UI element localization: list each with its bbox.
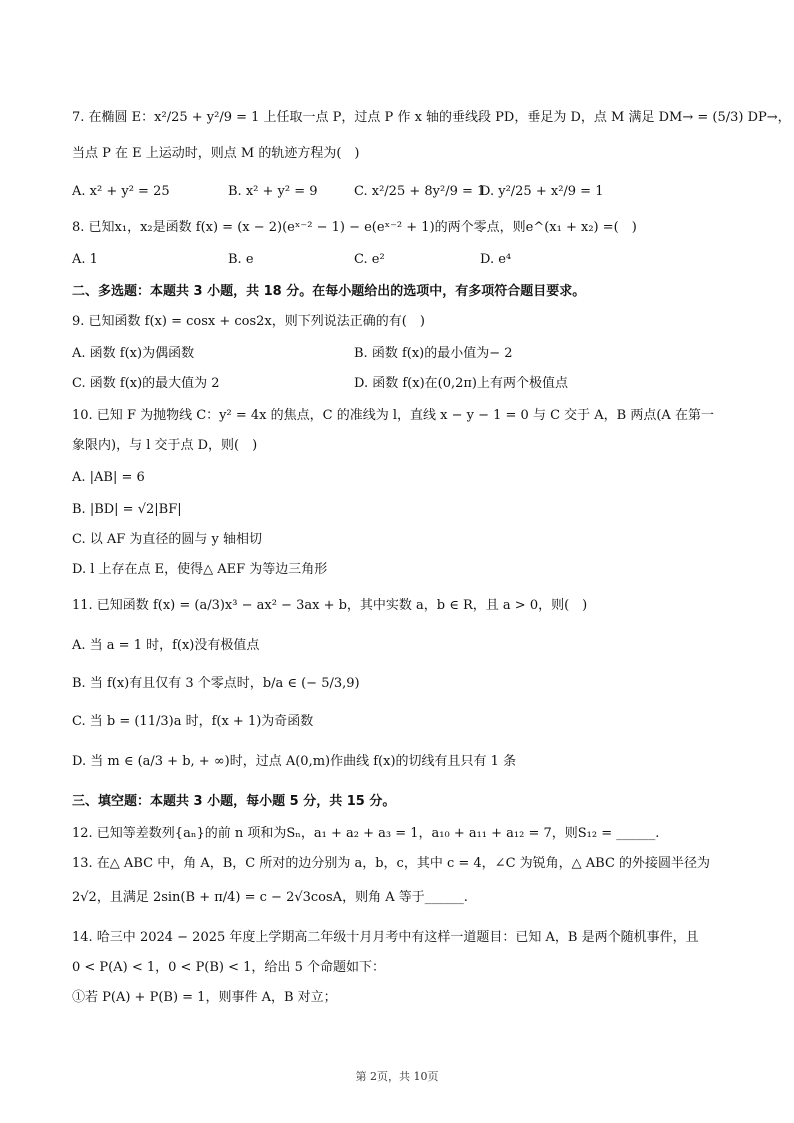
section-multiple-choice-heading: 二、多选题：本题共 3 小题，共 18 分。在每小题给出的选项中，有多项符合题目要求。	[72, 284, 586, 299]
q11-option-c: C. 当 b = (11/3)a 时，f(x + 1)为奇函数	[72, 714, 314, 729]
q7-line1: 7. 在椭圆 E：x²/25 + y²/9 = 1 上任取一点 P，过点 P 作 x 轴的垂线段 PD，垂足为 D，点 M 满足 DM→ = (5/3) DP→，	[72, 110, 791, 125]
q9-option-d: D. 函数 f(x)在(0,2π)上有两个极值点	[354, 376, 569, 391]
q10-line1: 10. 已知 F 为抛物线 C：y² = 4x 的焦点，C 的准线为 l，直线 x − y − 1 = 0 与 C 交于 A，B 两点(A 在第一	[72, 408, 714, 423]
q14-line1: 14. 哈三中 2024 − 2025 年度上学期高二年级十月月考中有这样一道题目：已知 A，B 是两个随机事件，且	[72, 930, 699, 945]
q11-option-d: D. 当 m ∈ (a/3 + b, + ∞)时，过点 A(0,m)作曲线 f(x)的切线有且只有 1 条	[72, 754, 517, 769]
q9-option-c: C. 函数 f(x)的最大值为 2	[72, 376, 220, 391]
q13-line2: 2√2，且满足 2sin(B + π/4) = c − 2√3cosA，则角 A 等于______.	[72, 890, 468, 905]
q8-option-b: B. e	[228, 252, 254, 267]
q10-option-b: B. |BD| = √2|BF|	[72, 502, 182, 517]
q10-option-a: A. |AB| = 6	[72, 470, 145, 485]
q12-line1: 12. 已知等差数列{aₙ}的前 n 项和为Sₙ，a₁ + a₂ + a₃ = 1，a₁₀ + a₁₁ + a₁₂ = 7，则S₁₂ = ______.	[72, 826, 660, 841]
q8-option-a: A. 1	[72, 252, 98, 267]
q7-line2: 当点 P 在 E 上运动时，则点 M 的轨迹方程为( )	[72, 146, 360, 161]
q7-option-c: C. x²/25 + 8y²/9 = 1	[354, 184, 486, 199]
q10-option-c: C. 以 AF 为直径的圆与 y 轴相切	[72, 532, 263, 547]
q11-line1: 11. 已知函数 f(x) = (a/3)x³ − ax² − 3ax + b，其中实数 a，b ∈ R，且 a > 0，则( )	[72, 598, 588, 613]
page-footer: 第 2页，共 10页	[355, 1070, 439, 1083]
q10-option-d: D. l 上存在点 E，使得△ AEF 为等边三角形	[72, 562, 328, 577]
q11-option-a: A. 当 a = 1 时，f(x)没有极值点	[72, 638, 260, 653]
q7-option-b: B. x² + y² = 9	[228, 184, 318, 199]
q7-option-d: D. y²/25 + x²/9 = 1	[480, 184, 604, 199]
q8-option-d: D. e⁴	[480, 252, 512, 267]
q9-option-b: B. 函数 f(x)的最小值为− 2	[354, 346, 513, 361]
q9-line1: 9. 已知函数 f(x) = cosx + cos2x，则下列说法正确的有( )	[72, 314, 425, 329]
q14-line2: 0 < P(A) < 1，0 < P(B) < 1，给出 5 个命题如下：	[72, 960, 385, 975]
q14-line3: ①若 P(A) + P(B) = 1，则事件 A，B 对立；	[72, 990, 337, 1005]
q8-option-c: C. e²	[354, 252, 385, 267]
q11-option-b: B. 当 f(x)有且仅有 3 个零点时，b/a ∈ (− 5/3,9)	[72, 676, 360, 691]
q8-line1: 8. 已知x₁，x₂是函数 f(x) = (x − 2)(eˣ⁻² − 1) − e(eˣ⁻² + 1)的两个零点，则e^(x₁ + x₂) =( )	[72, 220, 637, 235]
q9-option-a: A. 函数 f(x)为偶函数	[72, 346, 195, 361]
q7-option-a: A. x² + y² = 25	[72, 184, 170, 199]
q10-line2: 象限内)，与 l 交于点 D，则( )	[72, 438, 258, 453]
section-fill-in-heading: 三、填空题：本题共 3 小题，每小题 5 分，共 15 分。	[72, 794, 396, 809]
q13-line1: 13. 在△ ABC 中，角 A，B，C 所对的边分别为 a，b，c，其中 c = 4，∠C 为锐角，△ ABC 的外接圆半径为	[72, 856, 711, 871]
